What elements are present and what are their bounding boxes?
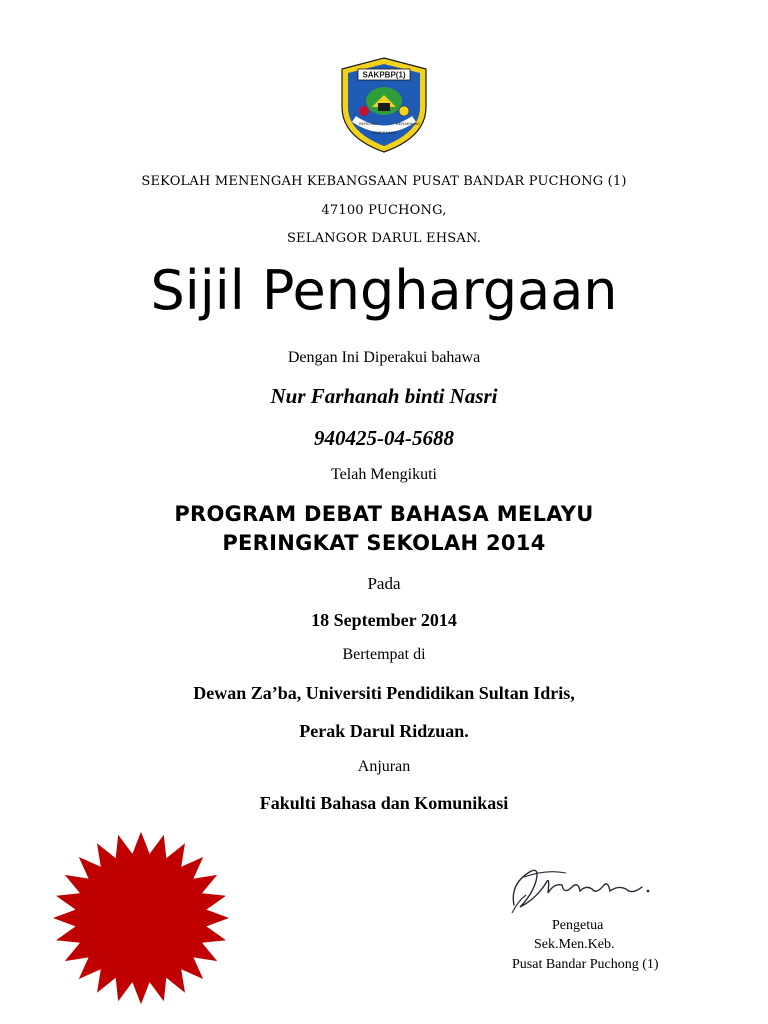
svg-text:CEMERLANG: CEMERLANG — [371, 130, 397, 135]
svg-text:BERILMU: BERILMU — [359, 121, 377, 126]
organizer-label: Anjuran — [357, 758, 411, 775]
program-line-1: PROGRAM DEBAT BAHASA MELAYU — [174, 502, 594, 526]
svg-text:SAKPBP(1): SAKPBP(1) — [362, 70, 406, 80]
on-label: Pada — [367, 574, 401, 593]
signatory-school-name: Pusat Bandar Puchong (1) — [512, 957, 659, 972]
principal-signature — [506, 855, 666, 920]
venue-label: Bertempat di — [342, 646, 426, 663]
certificate-title: Sijil Penghargaan — [150, 259, 618, 322]
school-name: SEKOLAH MENENGAH KEBANGSAAN PUSAT BANDAR PUCHONG (1) — [141, 174, 627, 189]
event-date: 18 September 2014 — [311, 610, 457, 630]
school-crest-logo — [334, 55, 434, 155]
program-title — [0, 500, 768, 558]
organizer-name: Fakulti Bahasa dan Komunikasi — [259, 793, 509, 813]
school-postcode-city: 47100 PUCHONG, — [321, 203, 447, 218]
signatory-title: Pengetua — [552, 918, 604, 933]
venue-line-2: Perak Darul Ridzuan. — [299, 721, 469, 741]
venue-line-1: Dewan Za’ba, Universiti Pendidikan Sultan Idris, — [193, 683, 575, 703]
recipient-name: Nur Farhanah binti Nasri — [270, 384, 498, 408]
intro-text: Dengan Ini Diperakui bahawa — [287, 349, 481, 366]
red-seal-starburst — [50, 830, 232, 1006]
recipient-id: 940425-04-5688 — [314, 426, 454, 450]
svg-text:BERAKHLAK: BERAKHLAK — [396, 121, 421, 126]
attended-label: Telah Mengikuti — [331, 466, 437, 483]
program-line-2: PERINGKAT SEKOLAH 2014 — [222, 531, 546, 555]
school-state: SELANGOR DARUL EHSAN. — [286, 231, 482, 246]
signatory-school-short: Sek.Men.Keb. — [534, 937, 615, 952]
